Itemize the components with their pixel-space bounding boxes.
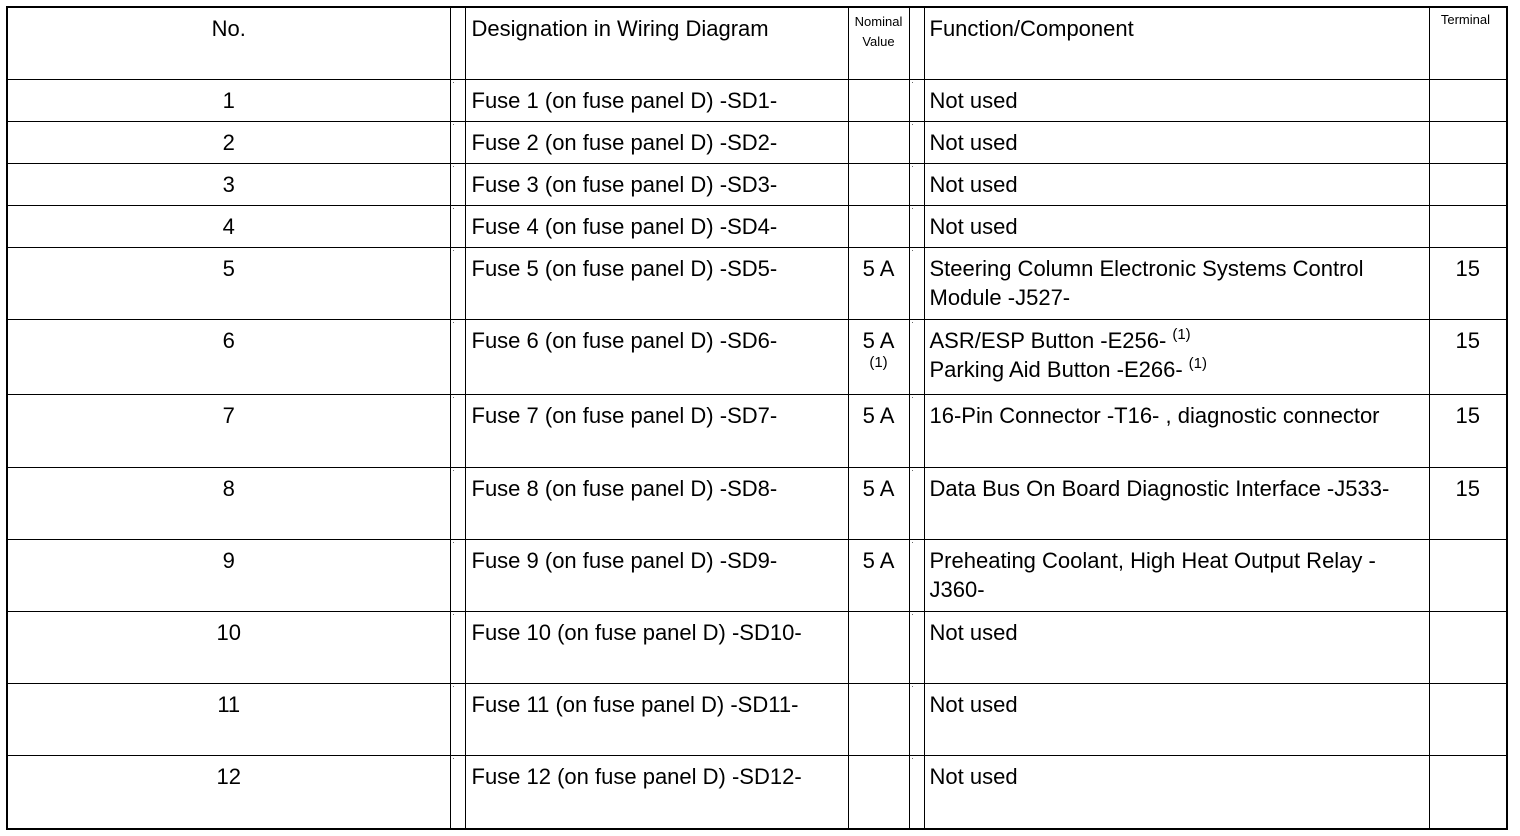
- cell-separator: [450, 395, 465, 467]
- table-body: [7, 79, 1507, 829]
- cell-separator: [909, 320, 924, 395]
- cell-function-component: [924, 395, 1429, 467]
- cell-separator: [450, 163, 465, 205]
- cell-separator: [450, 121, 465, 163]
- function-text: Data Bus On Board Diagnostic Interface -J533-: [929, 475, 1390, 501]
- cell-nominal-value: [848, 163, 909, 205]
- cell-designation: Fuse 11 (on fuse panel D) -SD11-: [465, 684, 848, 756]
- header-function-component: Function/Component: [924, 7, 1429, 79]
- tick-mark: ˙: [452, 757, 456, 768]
- cell-separator: [909, 467, 924, 539]
- cell-terminal: [1429, 756, 1507, 829]
- cell-no: 9: [7, 539, 450, 611]
- cell-separator: [450, 539, 465, 611]
- cell-function-component: [924, 79, 1429, 121]
- header-separator: [909, 7, 924, 79]
- header-terminal: Terminal: [1429, 7, 1507, 79]
- header-designation: Designation in Wiring Diagram: [465, 7, 848, 79]
- tick-mark: ˙: [452, 122, 456, 133]
- footnote-marker: (1): [1172, 326, 1191, 344]
- cell-terminal: [1429, 163, 1507, 205]
- tick-mark: ˙: [911, 685, 915, 696]
- tick-mark: ˙: [452, 396, 456, 407]
- cell-no: 11: [7, 684, 450, 756]
- fuse-table: [6, 6, 1508, 830]
- tick-mark: ˙: [452, 164, 456, 175]
- cell-separator: [450, 467, 465, 539]
- cell-no: 7: [7, 395, 450, 467]
- cell-no: 4: [7, 205, 450, 247]
- cell-designation: Fuse 1 (on fuse panel D) -SD1-: [465, 79, 848, 121]
- cell-separator: [909, 79, 924, 121]
- cell-separator: [909, 756, 924, 829]
- function-line: [930, 212, 1425, 241]
- table-row: [7, 163, 1507, 205]
- tick-mark: ˙: [452, 468, 456, 479]
- cell-no: 10: [7, 611, 450, 683]
- cell-designation: Fuse 2 (on fuse panel D) -SD2-: [465, 121, 848, 163]
- tick-mark: ˙: [452, 248, 456, 259]
- function-line: [930, 326, 1425, 355]
- footnote-marker: (1): [869, 354, 888, 372]
- function-text: Steering Column Electronic Systems Control Module -J527-: [929, 255, 1364, 310]
- cell-function-component: [924, 684, 1429, 756]
- cell-nominal-value: [848, 539, 909, 611]
- cell-nominal-value: [848, 320, 909, 395]
- table-row: [7, 539, 1507, 611]
- cell-separator: [450, 205, 465, 247]
- cell-separator: [909, 247, 924, 319]
- table-row: [7, 756, 1507, 829]
- cell-separator: [909, 395, 924, 467]
- header-row: [7, 7, 1507, 79]
- cell-designation: Fuse 12 (on fuse panel D) -SD12-: [465, 756, 848, 829]
- tick-mark: ˙: [911, 540, 915, 551]
- nominal-value-text: 5 A: [862, 255, 895, 281]
- cell-nominal-value: [848, 395, 909, 467]
- tick-mark: ˙: [911, 468, 915, 479]
- cell-separator: [909, 121, 924, 163]
- function-line: [930, 401, 1425, 430]
- tick-mark: ˙: [911, 164, 915, 175]
- function-text: Not used: [929, 213, 1018, 239]
- function-text: Parking Aid Button -E266-: [929, 357, 1183, 383]
- cell-function-component: [924, 756, 1429, 829]
- function-line: [930, 762, 1425, 791]
- cell-nominal-value: [848, 756, 909, 829]
- cell-designation: Fuse 9 (on fuse panel D) -SD9-: [465, 539, 848, 611]
- cell-designation: Fuse 10 (on fuse panel D) -SD10-: [465, 611, 848, 683]
- header-no: No.: [7, 7, 450, 79]
- tick-mark: ˙: [452, 206, 456, 217]
- tick-mark: ˙: [452, 321, 456, 332]
- cell-designation: Fuse 3 (on fuse panel D) -SD3-: [465, 163, 848, 205]
- cell-separator: [909, 539, 924, 611]
- tick-mark: ˙: [452, 612, 456, 623]
- table-row: [7, 79, 1507, 121]
- function-line: [930, 546, 1425, 604]
- cell-designation: Fuse 6 (on fuse panel D) -SD6-: [465, 320, 848, 395]
- tick-mark: ˙: [911, 757, 915, 768]
- cell-terminal: [1429, 121, 1507, 163]
- function-text: Not used: [929, 87, 1018, 113]
- table-row: [7, 395, 1507, 467]
- function-line: [930, 170, 1425, 199]
- table-row: [7, 611, 1507, 683]
- table-row: [7, 467, 1507, 539]
- function-line: [930, 474, 1425, 503]
- tick-mark: ˙: [911, 612, 915, 623]
- function-text: Preheating Coolant, High Heat Output Relay -J360-: [929, 547, 1376, 602]
- cell-no: 5: [7, 247, 450, 319]
- function-text: Not used: [929, 129, 1018, 155]
- cell-no: 8: [7, 467, 450, 539]
- table-row: [7, 320, 1507, 395]
- cell-designation: Fuse 4 (on fuse panel D) -SD4-: [465, 205, 848, 247]
- cell-terminal: [1429, 205, 1507, 247]
- tick-mark: ˙: [452, 80, 456, 91]
- function-line: [930, 128, 1425, 157]
- function-text: Not used: [929, 171, 1018, 197]
- nominal-value-text: 5 A: [862, 328, 895, 354]
- cell-designation: Fuse 8 (on fuse panel D) -SD8-: [465, 467, 848, 539]
- function-text: Not used: [929, 619, 1018, 645]
- cell-nominal-value: [848, 121, 909, 163]
- cell-function-component: [924, 467, 1429, 539]
- footnote-marker: (1): [1188, 355, 1207, 373]
- cell-terminal: 15: [1429, 395, 1507, 467]
- function-text: ASR/ESP Button -E256-: [929, 328, 1167, 354]
- cell-separator: [909, 163, 924, 205]
- function-line: [930, 618, 1425, 647]
- cell-function-component: [924, 121, 1429, 163]
- cell-separator: [450, 684, 465, 756]
- tick-mark: ˙: [911, 321, 915, 332]
- function-line: [930, 86, 1425, 115]
- nominal-value-text: 5 A: [862, 547, 895, 573]
- cell-terminal: 15: [1429, 467, 1507, 539]
- cell-nominal-value: [848, 247, 909, 319]
- cell-nominal-value: [848, 611, 909, 683]
- cell-terminal: [1429, 611, 1507, 683]
- cell-designation: Fuse 5 (on fuse panel D) -SD5-: [465, 247, 848, 319]
- table-row: [7, 247, 1507, 319]
- cell-terminal: [1429, 79, 1507, 121]
- cell-separator: [909, 611, 924, 683]
- cell-function-component: [924, 539, 1429, 611]
- cell-function-component: [924, 163, 1429, 205]
- cell-terminal: [1429, 539, 1507, 611]
- function-line: [930, 254, 1425, 312]
- cell-no: 3: [7, 163, 450, 205]
- function-text: Not used: [929, 692, 1018, 718]
- cell-separator: [909, 205, 924, 247]
- table-row: [7, 121, 1507, 163]
- tick-mark: ˙: [452, 685, 456, 696]
- nominal-value-text: 5 A: [862, 403, 895, 429]
- cell-separator: [450, 79, 465, 121]
- cell-function-component: [924, 205, 1429, 247]
- cell-no: 1: [7, 79, 450, 121]
- tick-mark: ˙: [911, 122, 915, 133]
- cell-designation: Fuse 7 (on fuse panel D) -SD7-: [465, 395, 848, 467]
- tick-mark: ˙: [911, 206, 915, 217]
- function-line: [930, 690, 1425, 719]
- cell-separator: [909, 684, 924, 756]
- function-text: 16-Pin Connector -T16- , diagnostic connector: [929, 403, 1380, 429]
- cell-function-component: [924, 320, 1429, 395]
- header-nominal-value: Nominal Value: [848, 7, 909, 79]
- cell-nominal-value: [848, 684, 909, 756]
- header-separator: [450, 7, 465, 79]
- cell-terminal: 15: [1429, 247, 1507, 319]
- cell-function-component: [924, 611, 1429, 683]
- cell-nominal-value: [848, 79, 909, 121]
- cell-nominal-value: [848, 467, 909, 539]
- tick-mark: ˙: [452, 540, 456, 551]
- cell-no: 2: [7, 121, 450, 163]
- tick-mark: ˙: [911, 248, 915, 259]
- cell-no: 12: [7, 756, 450, 829]
- cell-separator: [450, 247, 465, 319]
- cell-no: 6: [7, 320, 450, 395]
- cell-separator: [450, 756, 465, 829]
- tick-mark: ˙: [911, 80, 915, 91]
- cell-terminal: [1429, 684, 1507, 756]
- cell-nominal-value: [848, 205, 909, 247]
- cell-function-component: [924, 247, 1429, 319]
- function-line: [930, 355, 1425, 384]
- function-text: Not used: [929, 764, 1018, 790]
- cell-separator: [450, 320, 465, 395]
- cell-terminal: 15: [1429, 320, 1507, 395]
- table-row: [7, 205, 1507, 247]
- tick-mark: ˙: [911, 396, 915, 407]
- table-row: [7, 684, 1507, 756]
- cell-separator: [450, 611, 465, 683]
- nominal-value-text: 5 A: [862, 475, 895, 501]
